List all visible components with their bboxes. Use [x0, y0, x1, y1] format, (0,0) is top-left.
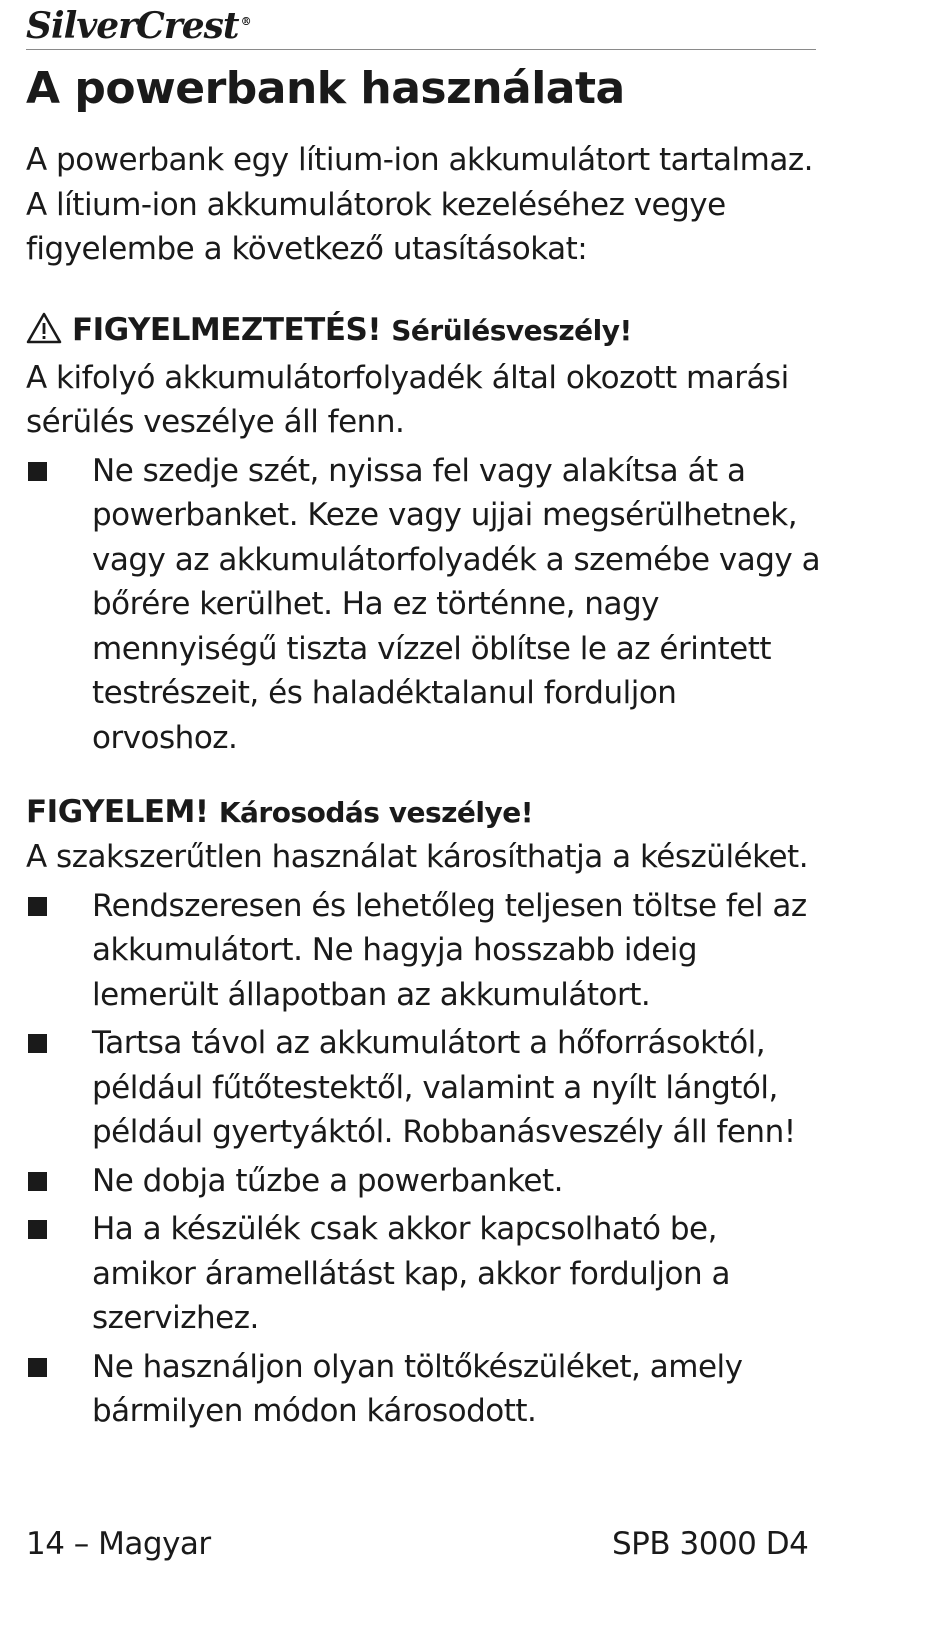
caution-heading	[26, 790, 826, 835]
list-item: Ne használjon olyan töltőkészüléket, amely bármilyen módon károsodott.	[26, 1345, 826, 1434]
brand-logo: SilverCrest ®	[26, 5, 251, 47]
bullet-square-icon	[28, 1172, 47, 1191]
list-item: Ne szedje szét, nyissa fel vagy alakítsa át a powerbanket. Keze vagy ujjai megsérülhetnek, vagy az akkumulátorfolyadék a szemébe vagy a bőrére kerülhet. Ha ez történne, nagy mennyiségű tiszta vízzel öblítse le az érintett testrészeit, és haladéktalanul forduljon orvoshoz.	[26, 449, 826, 761]
intro-paragraph: A powerbank egy lítium-ion akkumulátort tartalmaz. A lítium-ion akkumulátorok kezeléséhez vegye figyelembe a következő utasításokat:	[26, 142, 813, 267]
warning-heading	[26, 308, 826, 356]
caution-sub: Károsodás veszélye!	[218, 796, 534, 829]
warning-triangle-icon	[26, 312, 62, 356]
bullet-square-icon	[28, 1358, 47, 1377]
bullet-square-icon	[28, 897, 47, 916]
caution-bullet-list	[26, 884, 826, 1434]
bullet-square-icon	[28, 1220, 47, 1239]
list-item: Rendszeresen és lehetőleg teljesen töltse fel az akkumulátort. Ne hagyja hosszabb ideig lemerült állapotban az akkumulátort.	[26, 884, 826, 1018]
page-title: A powerbank használata	[26, 63, 625, 114]
main-content	[26, 62, 826, 1434]
list-item: Ha a készülék csak akkor kapcsolható be, amikor áramellátást kap, akkor forduljon a szervizhez.	[26, 1207, 826, 1341]
warning-bullet-list	[26, 449, 826, 761]
registered-mark: ®	[240, 15, 251, 28]
caution-label: FIGYELEM!	[26, 794, 209, 830]
bullet-square-icon	[28, 1034, 47, 1053]
bullet-square-icon	[28, 462, 47, 481]
header-rule	[26, 49, 816, 50]
warning-text: A kifolyó akkumulátorfolyadék által okozott marási sérülés veszélye áll fenn.	[26, 359, 789, 440]
warning-label: FIGYELMEZTETÉS!	[72, 311, 381, 348]
caution-text: A szakszerűtlen használat károsíthatja a készüléket.	[26, 839, 809, 875]
list-item: Tartsa távol az akkumulátort a hőforrásoktól, például fűtőtestektől, valamint a nyílt lángtól, például gyertyáktól. Robbanásveszély áll fenn!	[26, 1021, 826, 1155]
list-item: Ne dobja tűzbe a powerbanket.	[26, 1159, 826, 1204]
warning-sub: Sérülésveszély!	[391, 313, 632, 347]
model-number: SPB 3000 D4	[612, 1526, 809, 1562]
page-number: 14 – Magyar	[26, 1526, 211, 1562]
